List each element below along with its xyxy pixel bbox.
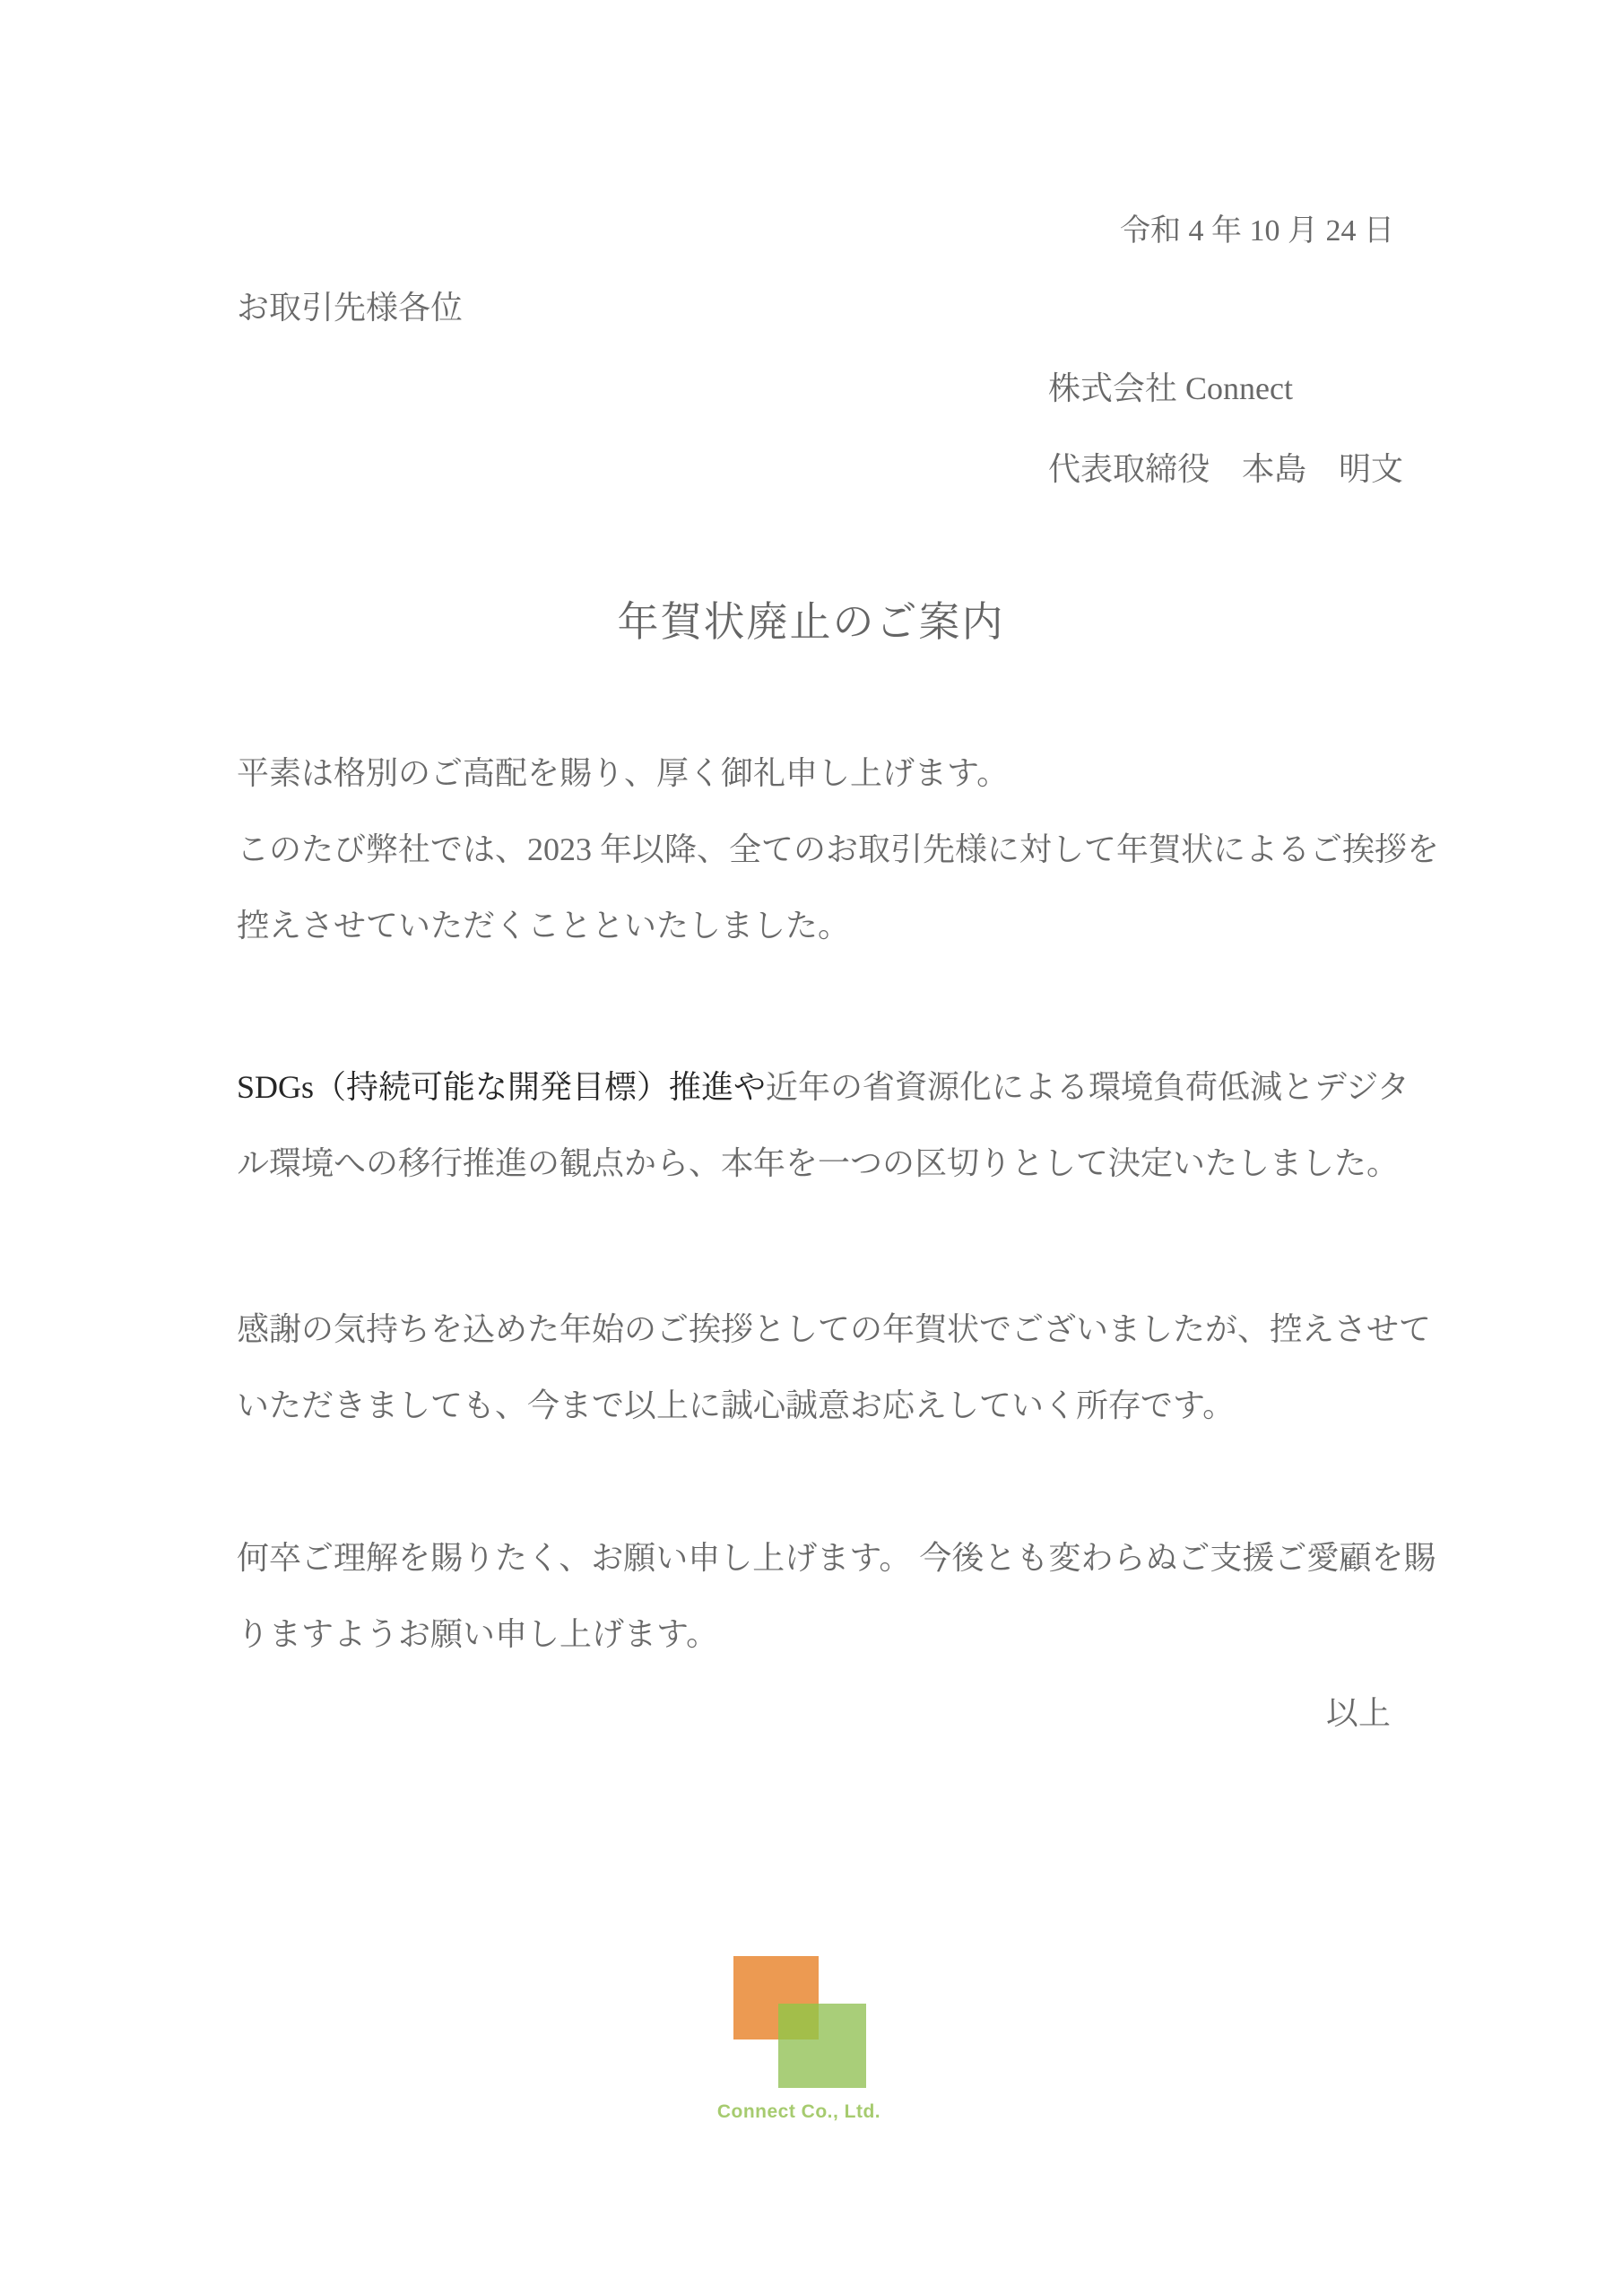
sender-company-line: 株式会社 Connect — [1048, 370, 1293, 406]
body-line: 控えさせていただくことといたしました。 — [237, 908, 851, 944]
body-line: りますようお願い申し上げます。 — [237, 1616, 719, 1652]
paragraph-sdgs-reason — [237, 1049, 1409, 1202]
body-line: いただきましても、今まで以上に誠心誠意お応えしていく所存です。 — [237, 1387, 1236, 1423]
body-line: 平素は格別のご高配を賜り、厚く御礼申し上げます。 — [237, 755, 1010, 791]
body-line-rest: 近年の省資源化による環境負荷低減とデジタ — [766, 1069, 1409, 1105]
sdgs-emphasis-text: SDGs（持続可能な開発目標）推進や — [237, 1069, 767, 1105]
body-line: ル環境への移行推進の観点から、本年を一つの区切りとして決定いたしました。 — [237, 1145, 1400, 1181]
document-title: 年賀状廃止のご案内 — [617, 599, 1005, 645]
paragraph-request — [237, 1520, 1436, 1673]
body-line: このたび弊社では、2023 年以降、全てのお取引先様に対して年賀状によるご挨拶を — [237, 831, 1440, 867]
body-line: 何卒ご理解を賜りたく、お願い申し上げます。 今後とも変わらぬご支援ご愛顧を賜 — [237, 1540, 1436, 1576]
date-line: 令和 4 年 10 月 24 日 — [1120, 214, 1394, 248]
body-line: 感謝の気持ちを込めた年始のご挨拶としての年賀状でございましたが、控えさせて — [237, 1311, 1432, 1347]
company-logo — [733, 1956, 956, 2088]
recipient-line: お取引先様各位 — [237, 290, 464, 326]
logo-overlap-square-icon — [778, 2004, 819, 2039]
sender-signature-block — [1048, 348, 1403, 509]
paragraph-gratitude — [237, 1292, 1432, 1444]
closing-line: 以上 — [1325, 1695, 1391, 1731]
body-line — [237, 1049, 1409, 1126]
paragraph-greeting — [237, 735, 1440, 964]
logo-company-name: Connect Co., Ltd. — [716, 2101, 881, 2122]
sender-representative-line: 代表取締役 本島 明文 — [1048, 451, 1404, 487]
